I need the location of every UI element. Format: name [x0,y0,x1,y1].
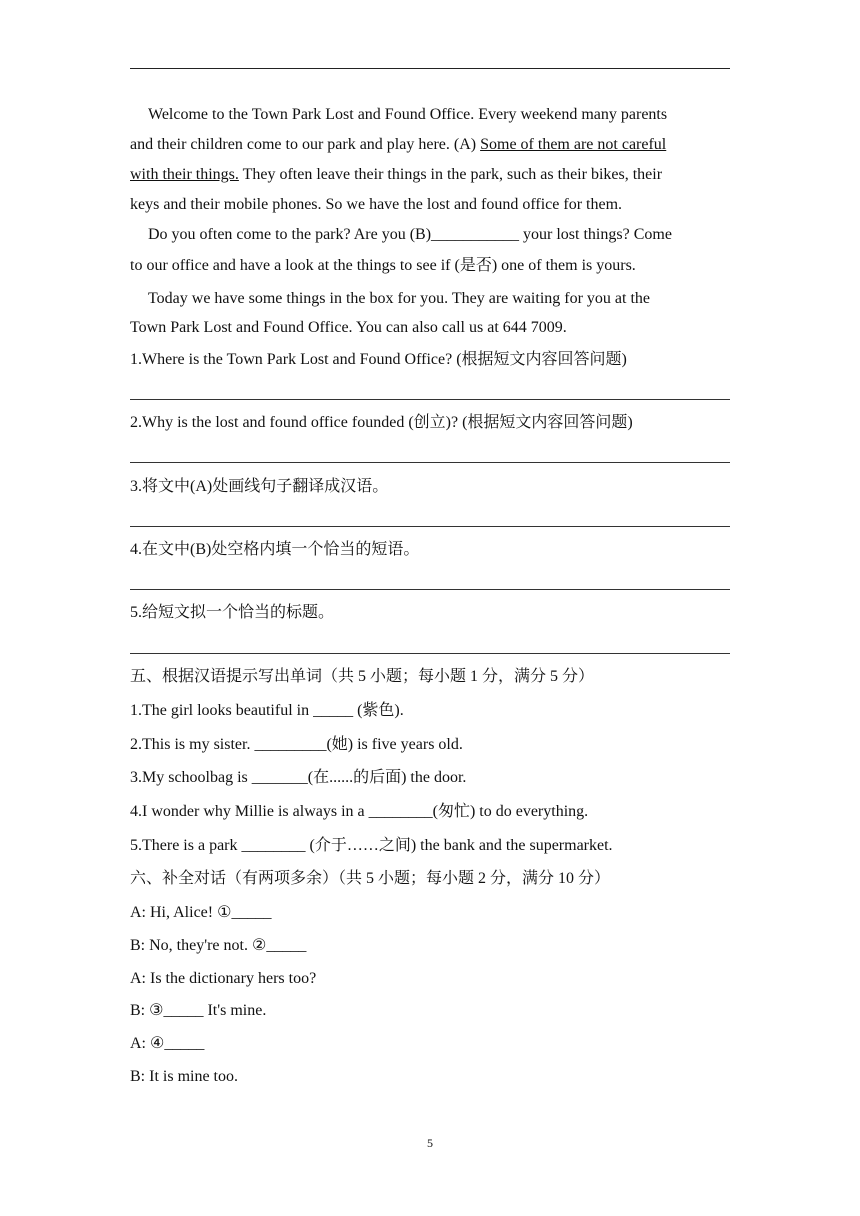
passage-line [130,135,666,155]
passage-line: Town Park Lost and Found Office. You can also call us at 644 7009. [130,319,567,336]
question: 4.在文中(B)处空格内填一个恰当的短语。 [130,541,420,558]
question: 1.Where is the Town Park Lost and Found Office? (根据短文内容回答问题) [130,351,627,368]
passage-line: Welcome to the Town Park Lost and Found Office. Every weekend many parents [148,106,668,123]
answer-line[interactable] [130,462,730,463]
passage-line: keys and their mobile phones. So we have the lost and found office for them. [130,196,623,213]
answer-line[interactable] [130,526,730,527]
page-number: 5 [427,1136,433,1150]
dialogue-line: A: ④_____ [130,1035,205,1052]
fill-in-item: 5.There is a park ________ (介于……之间) the bank and the supermarket. [130,837,613,854]
section-heading: 五、根据汉语提示写出单词（共 5 小题；每小题 1 分，满分 5 分） [130,668,595,685]
answer-line[interactable] [130,653,730,654]
dialogue-line: B: ③_____ It's mine. [130,1002,267,1019]
underlined-sentence-a: with their things. [130,166,239,183]
section-heading: 六、补全对话（有两项多余）（共 5 小题；每小题 2 分，满分 10 分） [130,870,611,887]
fill-in-item: 2.This is my sister. _________(她) is five years old. [130,736,463,753]
dialogue-line: B: It is mine too. [130,1068,238,1085]
fill-in-item: 3.My schoolbag is _______(在......的后面) the door. [130,769,467,786]
question: 2.Why is the lost and found office founded (创立)? (根据短文内容回答问题) [130,414,633,431]
fill-in-item: 1.The girl looks beautiful in _____ (紫色). [130,702,404,719]
passage-line: Today we have some things in the box for you. They are waiting for you at the [148,290,651,307]
dialogue-line: A: Is the dictionary hers too? [130,970,317,987]
passage-text: and their children come to our park and play here. (A) [130,136,481,153]
passage-line: to our office and have a look at the things to see if (是否) one of them is yours. [130,257,636,274]
dialogue-line: B: No, they're not. ②_____ [130,937,307,954]
answer-line[interactable] [130,399,730,400]
header-rule [130,68,730,69]
passage-line: Do you often come to the park? Are you (B)___________ your lost things? Come [148,226,672,243]
fill-in-item: 4.I wonder why Millie is always in a ________(匆忙) to do everything. [130,803,589,820]
answer-line[interactable] [130,589,730,590]
passage-text: They often leave their things in the park, such as their bikes, their [238,166,663,183]
question: 3.将文中(A)处画线句子翻译成汉语。 [130,478,389,495]
dialogue-line: A: Hi, Alice! ①_____ [130,904,272,921]
underlined-sentence-a: Some of them are not careful [480,136,667,153]
passage-line [130,165,662,185]
question: 5.给短文拟一个恰当的标题。 [130,604,335,621]
